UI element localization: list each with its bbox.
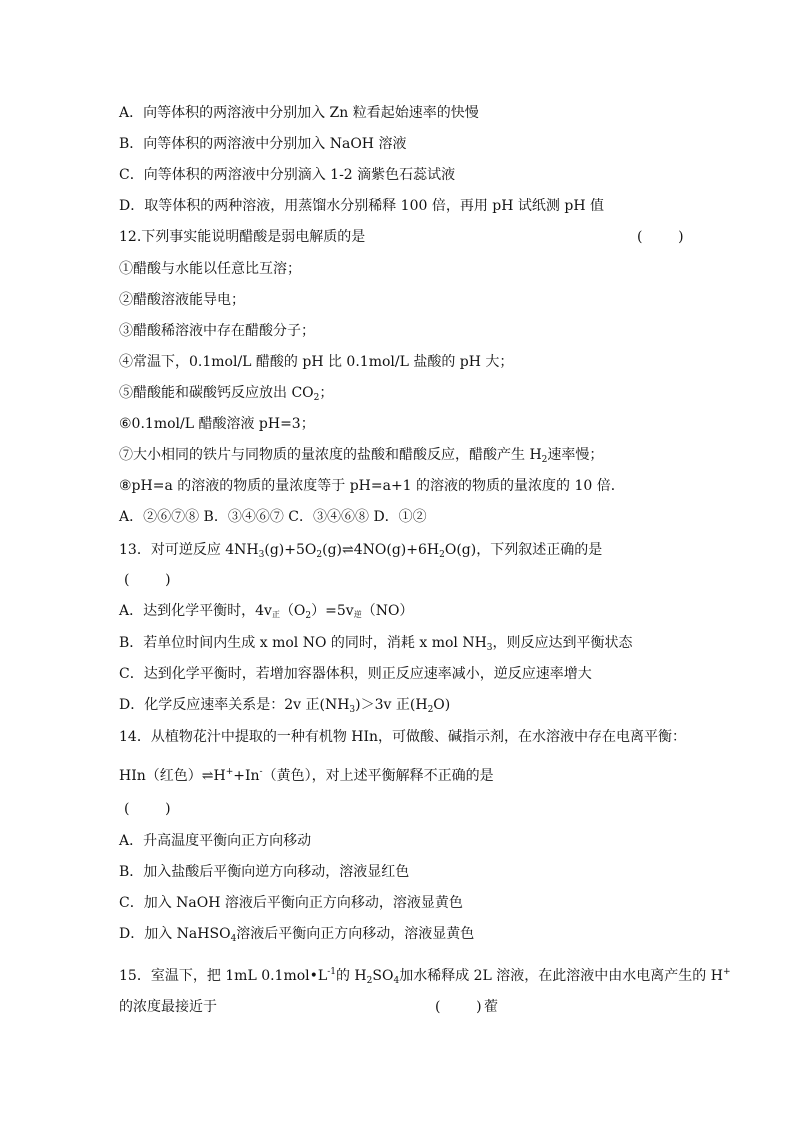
q12-stem: 12.下列事实能说明醋酸是弱电解质的是 <box>119 229 366 245</box>
q12-item-5: ⑤醋酸能和碳酸钙反应放出 $CO_2$； <box>119 385 334 403</box>
q12-item-6: ⑥0.1mol/L 醋酸溶液 pH=3； <box>119 416 315 432</box>
q12-item-8: ⑧pH=a 的溶液的物质的量浓度等于 pH=a+1 的溶液的物质的量浓度的 10 倍． <box>119 478 625 494</box>
q11-option-a: A．向等体积的两溶液中分别加入 Zn 粒看起始速率的快慢 <box>119 105 479 121</box>
q13-option-b: B．若单位时间内生成 x mol NO 的同时，消耗 x mol $NH_3$，则反应达到平衡状态 <box>119 635 633 653</box>
q14-option-d: D．加入 NaHSO$_4$溶液后平衡向正方向移动，溶液显黄色 <box>119 926 475 944</box>
q12-options: A．②⑥⑦⑧ B．③④⑥⑦ C．③④⑥⑧ D．①② <box>119 509 427 525</box>
q12-answer-paren: ( ) <box>637 229 684 245</box>
q13-option-a: A．达到化学平衡时，4v正$(O_2)=5v$逆（NO） <box>119 603 414 621</box>
q12-item-2: ②醋酸溶液能导电； <box>119 292 245 308</box>
q15-answer-paren: ( ) <box>435 999 482 1015</box>
q14-option-c: C．加入 NaOH 溶液后平衡向正方向移动，溶液显黄色 <box>119 895 463 911</box>
q11-option-d: D．取等体积的两种溶液，用蒸馏水分别稀释 100 倍，再用 pH 试纸测 pH 值 <box>119 198 604 214</box>
q13-option-c: C．达到化学平衡时，若增加容器体积，则正反应速率减小，逆反应速率增大 <box>119 666 592 682</box>
q13-answer-paren: ( ) <box>124 572 171 588</box>
q12-item-3: ③醋酸稀溶液中存在醋酸分子； <box>119 323 315 339</box>
q14-option-a: A．升高温度平衡向正方向移动 <box>119 833 312 849</box>
q13-stem: 13．对可逆反应 $4NH_3(g)+5O_2(g)\rightleftharpoons 4NO(g)+6H_2O(g)$，下列叙述正确的是 <box>119 542 603 560</box>
q15-tail-mark: 蒮 <box>484 999 498 1015</box>
q13-option-d: D．化学反应速率关系是：2v 正$(NH_3)>3v$ 正$(H_2O)$ <box>119 697 451 715</box>
q14-answer-paren: ( ) <box>124 801 171 817</box>
q12-item-1: ①醋酸与水能以任意比互溶； <box>119 261 301 277</box>
q12-item-4: ④常温下，0.1mol/L 醋酸的 pH 比 0.1mol/L 盐酸的 pH 大； <box>119 354 514 370</box>
q15-stem-line-2: 的浓度最接近于 <box>119 999 217 1015</box>
q11-option-c: C．向等体积的两溶液中分别滴入 1-2 滴紫色石蕊试液 <box>119 167 456 183</box>
q11-option-b: B．向等体积的两溶液中分别加入 NaOH 溶液 <box>119 136 407 152</box>
q14-option-b: B．加入盐酸后平衡向逆方向移动，溶液显红色 <box>119 864 410 880</box>
q14-stem: 14．从植物花汁中提取的一种有机物 HIn，可做酸、碱指示剂，在水溶液中存在电离平衡： <box>119 729 687 745</box>
q15-stem: 15．室温下，把 1mL $0.1mol•L^{-1}$的 $H_2SO_4$加水稀释成 2L 溶液，在此溶液中由水电离产生的 H+ <box>119 967 731 986</box>
q14-equilibrium: HIn（红色）⇌H++In-（黄色），对上述平衡解释不正确的是 <box>119 767 494 784</box>
q12-item-7: ⑦大小相同的铁片与同物质的量浓度的盐酸和醋酸反应，醋酸产生 $H_2$速率慢； <box>119 447 604 465</box>
